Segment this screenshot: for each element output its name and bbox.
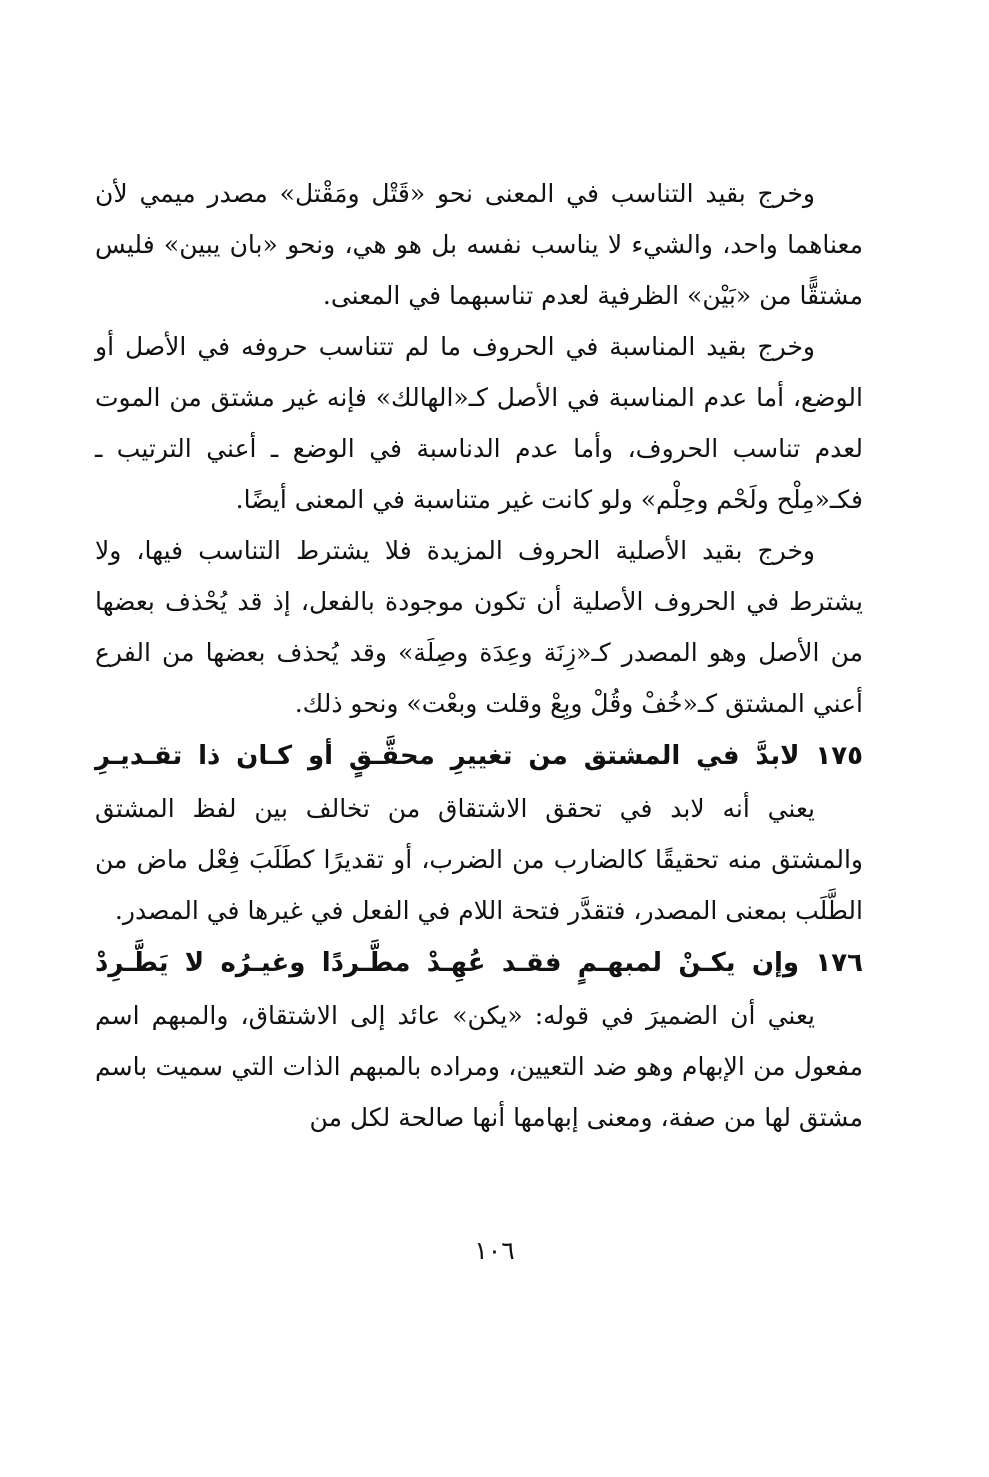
paragraph-munasaba-letters: وخرج بقيد المناسبة في الحروف ما لم تتناسب حروفه في الأصل أو الوضع، أما عدم المناسبة في الأصل كـ«الهالك» فإنه غير مشتق من الموت لعدم تناسب الحروف، وأما عدم الدناسبة في الوضع ـ أعني الترتيب ـ فكـ«مِلْح ولَحْم وحِلْم» ولو كانت غير متناسبة في المعنى أيضًا. [95, 332, 863, 514]
explanation-176: يعني أن الضميرَ في قوله: «يكن» عائد إلى الاشتقاق، والمبهم اسم مفعول من الإبهام وهو ضد التعيين، ومراده بالمبهم الذات التي سميت باسم مشتق لها من صفة، ومعنى إبهامها أنها صالحة لكل من [95, 1001, 863, 1132]
explanation-175: يعني أنه لابد في تحقق الاشتقاق من تخالف بين لفظ المشتق والمشتق منه تحقيقًا كالضارب من الضرب، أو تقديرًا كطَلَبَ فِعْل ماض من الطَّلَب بمعنى المصدر، فتقدَّر فتحة اللام في الفعل في غيرها في المصدر. [95, 794, 863, 925]
verse-175: ١٧٥ لابدَّ في المشتق من تغييرِ محقَّـقٍ أو كـان ذا تقـديـرِ [95, 741, 863, 771]
page-number: ١٠٦ [474, 1236, 515, 1265]
paragraph-tanasub-meaning: وخرج بقيد التناسب في المعنى نحو «قَتْل ومَقْتل» مصدر ميمي لأن معناهما واحد، والشيء لا يناسب نفسه بل هو هي، ونحو «بان يبين» فليس مشتقًّا من «بَيْن» الظرفية لعدم تناسبهما في المعنى. [95, 179, 863, 310]
paragraph-asliyya-letters: وخرج بقيد الأصلية الحروف المزيدة فلا يشترط التناسب فيها، ولا يشترط في الحروف الأصلية أن تكون موجودة بالفعل، إذ قد يُحْذف بعضها من الأصل وهو المصدر كـ«زِنَة وعِدَة وصِلَة» وقد يُحذف بعضها من الفرع أعني المشتق كـ«خُفْ وقُلْ وبِعْ وقلت وبعْت» ونحو ذلك. [95, 536, 863, 718]
page-body [95, 168, 863, 1143]
verse-176: ١٧٦ وإن يكـنْ لمبهـمٍ فقـد عُهِـدْ مطَّـردًا وغيـرُه لا يَطَّـرِدْ [95, 948, 863, 978]
